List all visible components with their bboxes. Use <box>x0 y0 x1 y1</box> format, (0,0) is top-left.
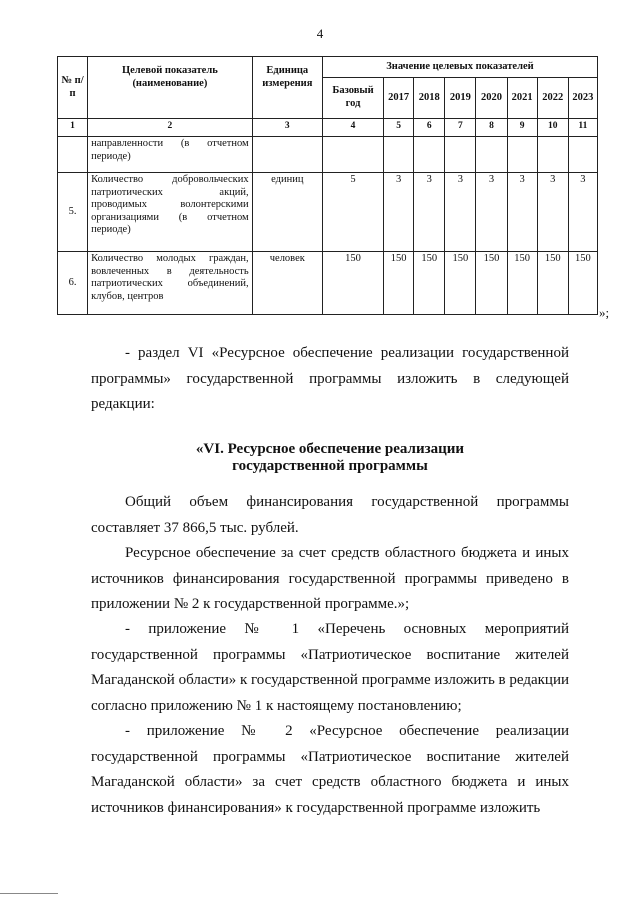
page-number: 4 <box>316 26 324 41</box>
header-year: 2018 <box>414 78 445 119</box>
paragraph-appendix-2: - приложение № 2 «Ресурсное обеспечение реализации государственной программы «Патриотическое воспитание жителей Магаданской области» за счет средств областного бюджета и иных источников финансирования» к государственной программе изложить <box>91 723 569 816</box>
row-year-value <box>568 137 597 173</box>
row-base-value: 5 <box>322 173 383 252</box>
header-year: 2023 <box>568 78 597 119</box>
row-base-value: 150 <box>322 252 383 315</box>
column-number: 9 <box>507 119 537 137</box>
table-row <box>58 173 598 252</box>
row-num: 5. <box>58 173 88 252</box>
row-indicator-name: Количество добровольческих патриотических акций, проводимых волонтерскими организациями (в отчетном периоде) <box>88 173 253 252</box>
column-number: 1 <box>58 119 88 137</box>
header-num: № п/п <box>58 57 88 119</box>
header-year: 2020 <box>476 78 507 119</box>
row-year-value: 3 <box>568 173 597 252</box>
row-unit: человек <box>252 252 322 315</box>
table-header-row <box>58 57 598 78</box>
column-number: 4 <box>322 119 383 137</box>
row-year-value: 3 <box>507 173 537 252</box>
header-values-group: Значение целевых показателей <box>322 57 597 78</box>
header-year: 2019 <box>445 78 476 119</box>
header-base-year: Базовый год <box>322 78 383 119</box>
column-number: 11 <box>568 119 597 137</box>
header-year: 2017 <box>384 78 414 119</box>
row-base-value <box>322 137 383 173</box>
row-year-value <box>445 137 476 173</box>
header-indicator: Целевой показатель (наименование) <box>88 57 253 119</box>
section-heading <box>91 441 569 475</box>
section-heading-line: «VI. Ресурсное обеспечение реализации <box>195 441 465 457</box>
row-indicator-name: Количество молодых граждан, вовлеченных в деятельность патриотических объединений, клубов, центров <box>88 252 253 315</box>
column-number: 8 <box>476 119 507 137</box>
row-unit: единиц <box>252 173 322 252</box>
column-number: 6 <box>414 119 445 137</box>
row-year-value: 150 <box>568 252 597 315</box>
row-year-value: 150 <box>414 252 445 315</box>
row-year-value: 3 <box>414 173 445 252</box>
footer-divider <box>0 893 58 894</box>
column-number: 5 <box>384 119 414 137</box>
row-unit <box>252 137 322 173</box>
row-year-value <box>507 137 537 173</box>
column-numbers-row <box>58 119 598 137</box>
table-row <box>58 137 598 173</box>
closing-quote-mark: »; <box>599 305 610 320</box>
row-year-value: 3 <box>537 173 568 252</box>
row-year-value: 3 <box>384 173 414 252</box>
table-row <box>58 252 598 315</box>
section-heading-line: государственной программы <box>232 458 428 474</box>
column-number: 3 <box>252 119 322 137</box>
header-year: 2022 <box>537 78 568 119</box>
paragraph-resource-provision: Ресурсное обеспечение за счет средств областного бюджета и иных источников финансирования государственной программы приведено в приложении № 2 к государственной программе.»; <box>91 545 569 612</box>
row-year-value: 150 <box>445 252 476 315</box>
row-year-value <box>384 137 414 173</box>
row-num <box>58 137 88 173</box>
paragraph-appendix-1: - приложение № 1 «Перечень основных мероприятий государственной программы «Патриотическое воспитание жителей Магаданской области» к государственной программе изложить в редакции согласно приложению № 1 к настоящему постановлению; <box>91 621 569 714</box>
row-year-value: 150 <box>507 252 537 315</box>
row-year-value <box>414 137 445 173</box>
row-year-value: 150 <box>384 252 414 315</box>
row-num: 6. <box>58 252 88 315</box>
row-year-value: 3 <box>445 173 476 252</box>
column-number: 2 <box>88 119 253 137</box>
row-year-value: 150 <box>537 252 568 315</box>
column-number: 7 <box>445 119 476 137</box>
header-year: 2021 <box>507 78 537 119</box>
row-year-value: 3 <box>476 173 507 252</box>
column-number: 10 <box>537 119 568 137</box>
indicators-table <box>57 56 598 315</box>
header-unit: Единица измерения <box>252 57 322 119</box>
row-year-value: 150 <box>476 252 507 315</box>
row-year-value <box>476 137 507 173</box>
row-indicator-name: направленности (в отчетном периоде) <box>88 137 253 173</box>
paragraph-total-funding: Общий объем финансирования государственной программы составляет 37 866,5 тыс. рублей. <box>91 494 569 536</box>
row-year-value <box>537 137 568 173</box>
paragraph-section-vi-amendment: - раздел VI «Ресурсное обеспечение реализации государственной программы» государственной программы изложить в следующей редакции: <box>91 345 569 412</box>
